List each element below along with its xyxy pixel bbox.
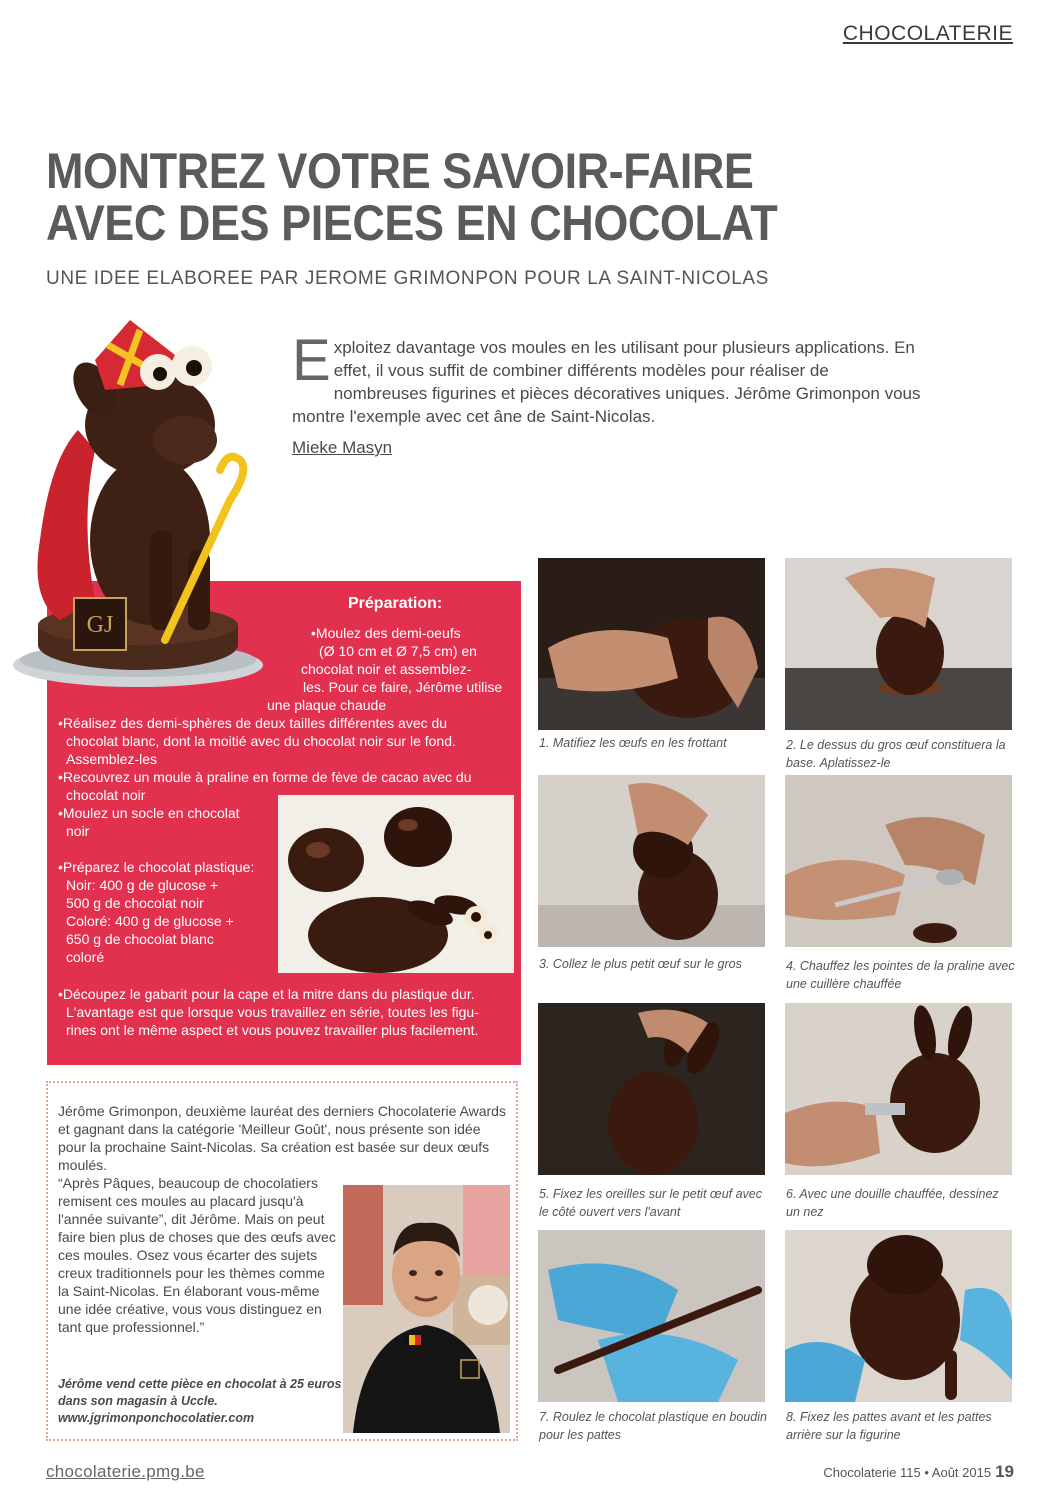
chocolate-donkey-image [0,300,290,700]
chef-portrait-photo [343,1185,510,1433]
prep-item-1 [267,624,511,714]
intro-paragraph [292,328,922,428]
step-1-caption: 1. Matifiez les œufs en les frottant [539,736,727,750]
title-line-2: AVEC DES PIECES EN CHOCOLAT [46,195,778,251]
prep-line: •Découpez le gabarit pour la cape et la mitre dans du plastique dur. [58,986,475,1002]
prep-item-4 [58,804,273,840]
prep-line: chocolat noir et assemblez- [301,661,472,677]
section-tag: CHOCOLATERIE [842,22,1013,45]
article-title [46,145,784,249]
step-6-photo [785,1003,1012,1175]
website-link[interactable]: www.jgrimonponchocolatier.com [58,1411,255,1425]
prep-line: Assemblez-les [66,751,158,767]
step-7-photo [538,1230,765,1402]
bio-paragraph-2: “Après Pâques, beaucoup de chocolatiers remisent ces moules au placard jusqu'à l'année suivante”, dit Jérôme. Mais on peut faire bien plus de choses que des œufs avec ces moules. Osez vous écarter des sujets creux traditionnels pour les thèmes comme la Saint-Nicolas. En élaborant vous-même une idée créative, vous vous distinguez en tant que professionnel.” [58,1175,336,1335]
prep-line: •Recouvrez un moule à praline en forme de fève de cacao avec du [58,769,472,785]
prep-line: Noir: 400 g de glucose + [66,877,219,893]
prep-line: chocolat blanc, dont la moitié avec du chocolat noir sur le fond. [66,733,456,749]
prep-line: les. Pour ce faire, Jérôme utilise [303,679,503,695]
prep-line: Coloré: 400 g de glucose + [66,913,234,929]
sale-line-2: dans son magasin à Uccle. [58,1394,218,1408]
step-4-caption: 4. Chauffez les pointes de la praline avec une cuillère chauffée [786,959,1015,991]
step-3-caption: 3. Collez le plus petit œuf sur le gros [539,957,742,971]
issue-info: Chocolaterie 115 • Août 2015 [823,1465,992,1480]
prep-line: •Moulez un socle en chocolat [58,805,240,821]
step-2-caption: 2. Le dessus du gros œuf constituera la base. Aplatissez-le [786,738,1006,770]
prep-line: •Moulez des demi-oeufs [311,625,461,641]
prep-line: une plaque chaude [267,697,387,713]
step-2-photo [785,558,1012,730]
step-7-caption: 7. Roulez le chocolat plastique en boudin pour les pattes [539,1410,767,1442]
prep-line: •Préparez le chocolat plastique: [58,859,255,875]
step-3-photo [538,775,765,947]
prep-line: (Ø 10 cm et Ø 7,5 cm) en [319,643,477,659]
prep-line: L'avantage est que lorsque vous travaillez en série, toutes les figu- [66,1004,479,1020]
step-5-photo [538,1003,765,1175]
prep-item-6 [58,985,518,1039]
prep-line: coloré [66,949,105,965]
chocolate-eggs-photo [278,795,514,973]
prep-line: 650 g de chocolat blanc [66,931,214,947]
prep-line: 500 g de chocolat noir [66,895,204,911]
prep-line: chocolat noir [66,787,146,803]
author-byline: Mieke Masyn [292,438,393,457]
step-4-photo [785,775,1012,947]
prep-line: rines ont le même aspect et vous pouvez travailler plus facilement. [66,1022,479,1038]
bio-sale-info [58,1376,348,1427]
step-8-photo [785,1230,1012,1402]
article-subtitle: UNE IDEE ELABOREE PAR JEROME GRIMONPON POUR LA SAINT-NICOLAS [46,268,769,289]
sale-line-1: Jérôme vend cette pièce en chocolat à 25 euros [58,1377,342,1391]
prep-item-2 [58,714,513,768]
drop-cap: E [292,328,331,393]
footer-website-link[interactable]: chocolaterie.pmg.be [46,1462,205,1481]
prep-line: •Réalisez des demi-sphères de deux tailles différentes avec du [58,715,448,731]
step-8-caption: 8. Fixez les pattes avant et les pattes arrière sur la figurine [786,1410,992,1442]
svg-text:GJ: GJ [86,612,114,638]
step-6-caption: 6. Avec une douille chauffée, dessinez un nez [786,1187,999,1219]
prep-line: noir [66,823,90,839]
title-line-1: MONTREZ VOTRE SAVOIR-FAIRE [46,143,754,199]
intro-text: xploitez davantage vos moules en les utilisant pour plusieurs applications. En effet, il vous suffit de combiner différents modèles pour réaliser de nombreuses figurines et pièces décoratives uniques. Jérôme Grimonpon vous montre l'exemple avec cet âne de Saint-Nicolas. [292,338,921,426]
bio-paragraph-1: Jérôme Grimonpon, deuxième lauréat des derniers Chocolaterie Awards et gagnant dans la catégorie 'Meilleur Goût', nous présente son idée pour la prochaine Saint-Nicolas. Sa création est basée sur deux œufs moulés. [58,1103,506,1173]
footer-issue [823,1462,1014,1482]
step-5-caption: 5. Fixez les oreilles sur le petit œuf avec le côté ouvert vers l'avant [539,1187,762,1219]
step-1-photo [538,558,765,730]
page-number: 19 [995,1462,1014,1481]
preparation-title: Préparation: [348,595,443,612]
prep-item-5 [58,858,273,966]
